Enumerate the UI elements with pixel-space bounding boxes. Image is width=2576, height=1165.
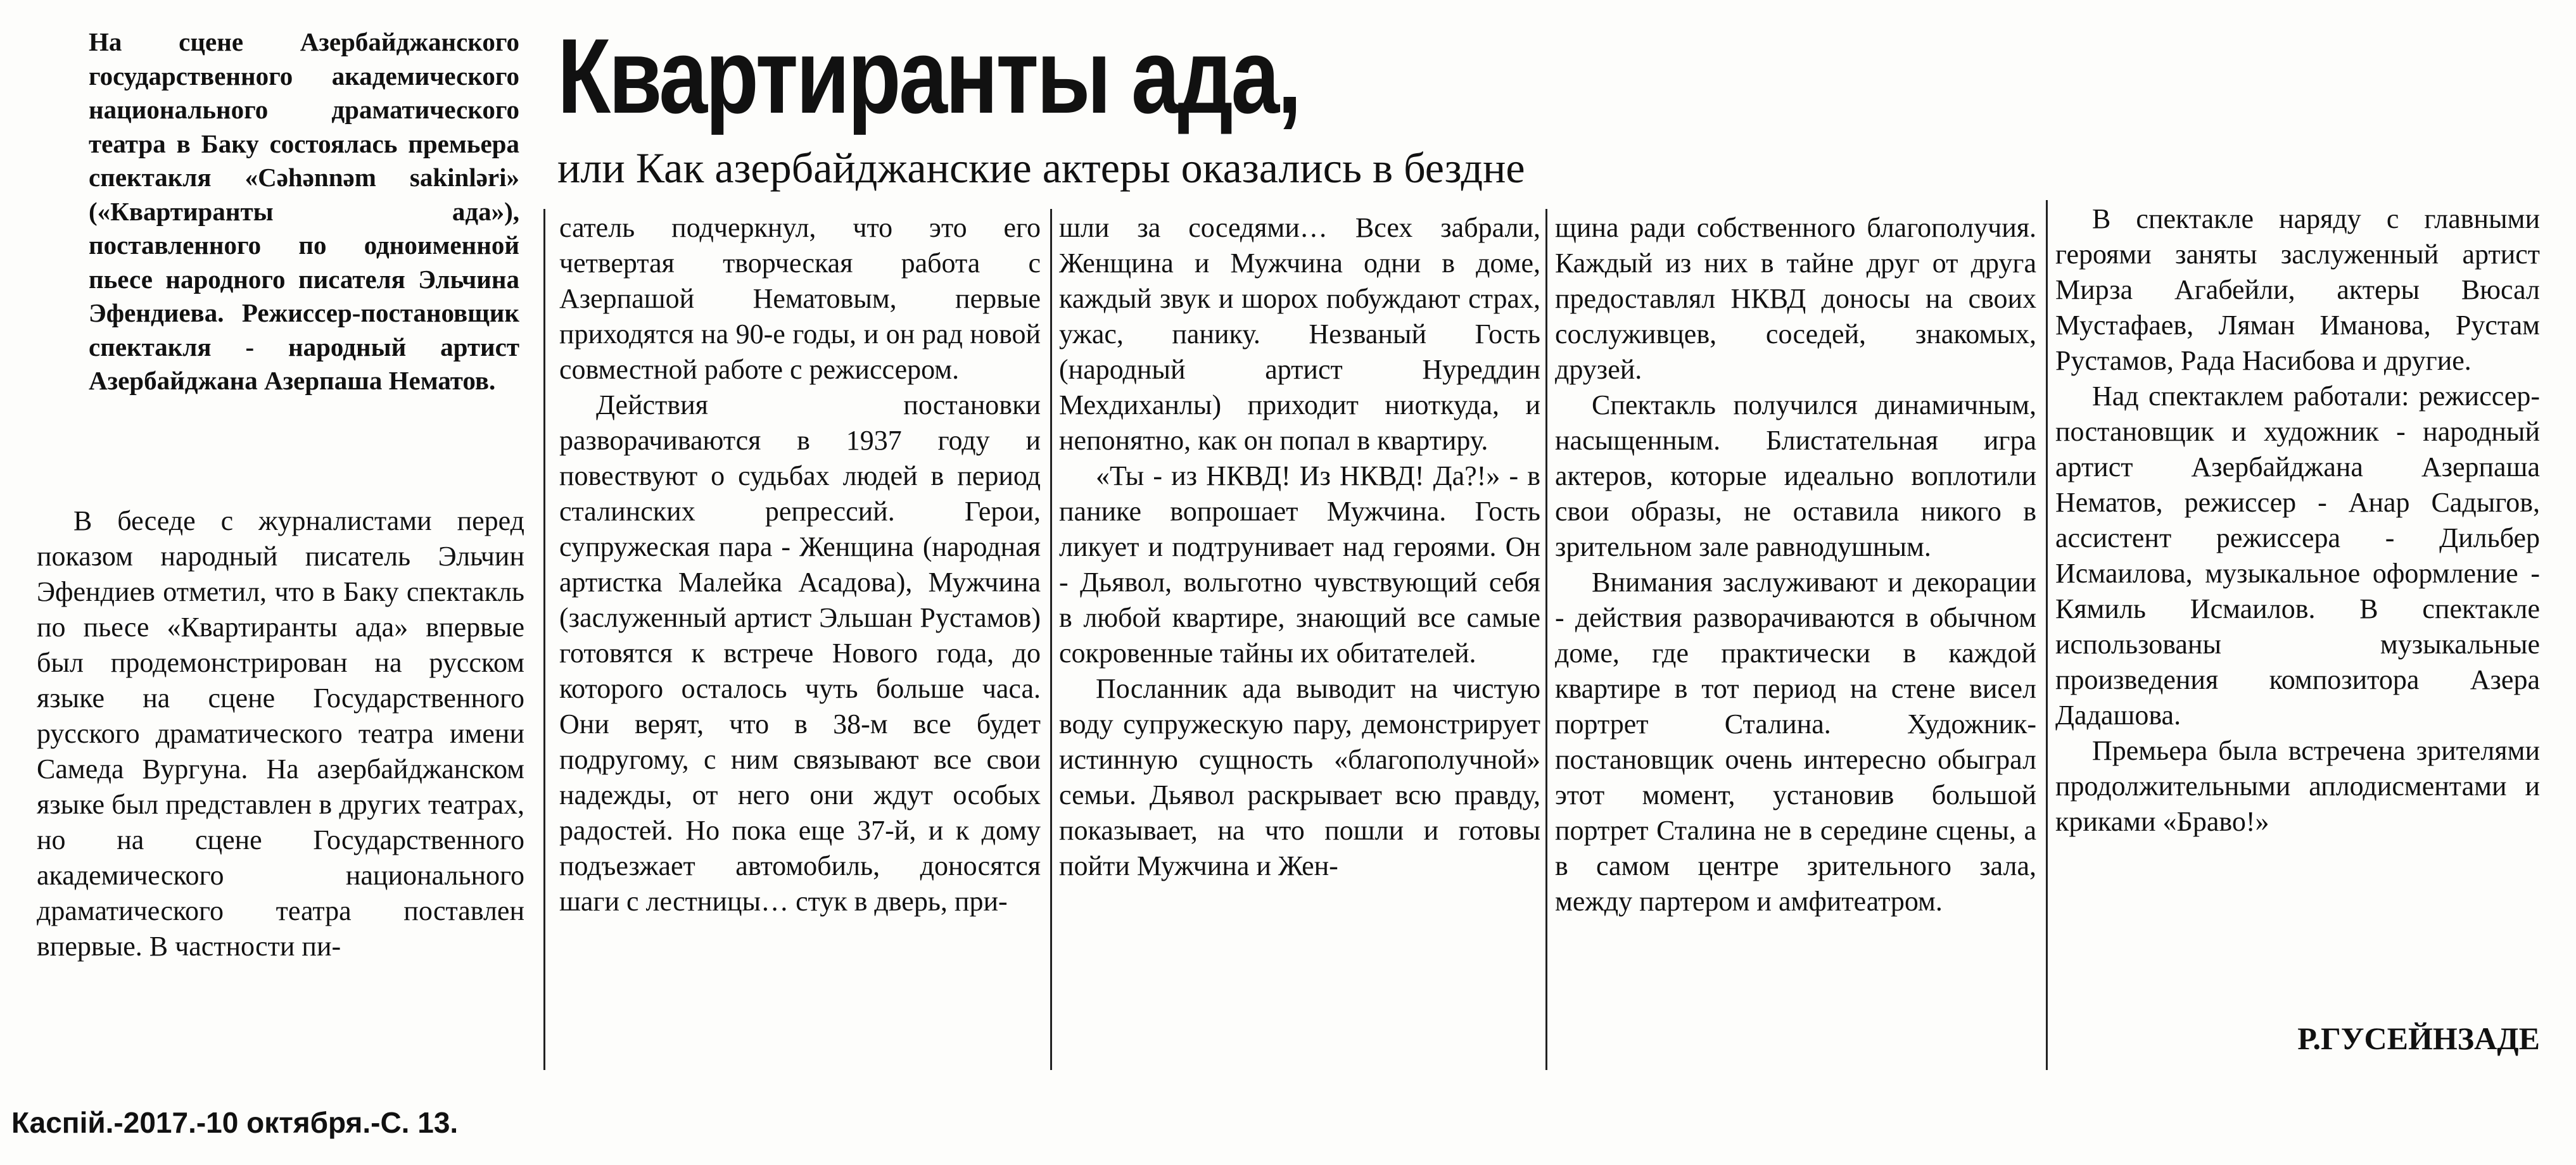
source-citation: Каспій.-2017.-10 октября.-С. 13. <box>11 1106 459 1139</box>
column-divider <box>1050 209 1052 1070</box>
paragraph: В спектакле наряду с главными героями заняты заслуженный артист Мирза Агабейли, актеры Вюсал Мустафаев, Ляман Иманова, Рустам Рустамов, Рада Насибова и другие. <box>2055 203 2540 376</box>
column-divider <box>2046 200 2048 1070</box>
article-column-1 <box>37 503 524 964</box>
author-signature: Р.ГУСЕЙНЗАДЕ <box>2297 1021 2540 1056</box>
column-divider <box>1545 209 1547 1070</box>
paragraph: «Ты - из НКВД! Из НКВД! Да?!» - в панике вопрошает Мужчина. Гость ликует и подтрунивает над героями. Он - Дьявол, вольготно чувствующий себя в любой квартире, знающий все самые сокровенные тайны их обитателей. <box>1059 460 1540 669</box>
paragraph: Премьера была встречена зрителями продолжительными аплодисментами и криками «Браво!» <box>2055 735 2540 837</box>
paragraph: Посланник ада выводит на чистую воду супружескую пару, демонстрирует истинную сущность «благополучной» семьи. Дьявол раскрывает всю правду, показывает, на что пошли и готовы пойти Мужчина и Жен- <box>1059 673 1540 881</box>
article-subheadline: или Как азербайджанские актеры оказались в бездне <box>557 144 1525 192</box>
paragraph: Внимания заслуживают и декорации - действия разворачиваются в обычном доме, где практически в каждой квартире в тот период на стене висел портрет Сталина. Художник-постановщик очень интересно обыграл этот момент, установив большой портрет Сталина не в середине сцены, а в самом центре зрительного зала, между партером и амфитеатром. <box>1555 567 2036 917</box>
article-column-5 <box>2055 201 2540 840</box>
column-divider <box>543 209 545 1070</box>
paragraph: щина ради собственного благополучия. Каждый из них в тайне друг от друга предоставлял НКВД доносы на своих сослуживцев, соседей, знакомых, друзей. <box>1555 212 2036 385</box>
paragraph: сатель подчеркнул, что это его четвертая творческая работа с Азерпашой Нематовым, первые приходятся на 90-е годы, и он рад новой совместной работе с режиссером. <box>559 212 1041 385</box>
paragraph: Над спектаклем работали: режиссер-постановщик и художник - народный артист Азербайджана Азерпаша Нематов, режиссер - Анар Садыгов, ассистент режиссера - Дильбер Исмаилова, музыкальное оформление - Кямиль Исмаилов. В спектакле использованы музыкальные произведения композитора Азера Дадашова. <box>2055 381 2540 731</box>
article-column-3 <box>1059 210 1540 884</box>
article-headline: Квартиранты ада, <box>557 16 1300 135</box>
article-column-4 <box>1555 210 2036 919</box>
paragraph: Действия постановки разворачиваются в 1937 году и повествуют о судьбах людей в период сталинских репрессий. Герои, супружеская пара - Женщина (народная артистка Малейка Асадова), Мужчина (заслуженный артист Эльшан Рустамов) готовятся к встрече Нового года, до которого осталось чуть больше часа. Они верят, что в 38-м все будет подругому, с ним связывают все свои надежды, от него они ждут особых радостей. Но пока еще 37-й, и к дому подъезжает автомобиль, доносятся шаги с лестницы… стук в дверь, при- <box>559 389 1041 917</box>
article-column-2 <box>559 210 1041 919</box>
paragraph: В беседе с журналистами перед показом народный писатель Эльчин Эфендиев отметил, что в Баку спектакль по пьесе «Квартиранты ада» впервые был продемонстрирован на русском языке на сцене Государственного русского драматического театра имени Самеда Вургуна. На азербайджанском языке был представлен в других театрах, но на сцене Государственного академического национального драматического театра поставлен впервые. В частности пи- <box>37 505 524 962</box>
paragraph: шли за соседями… Всех забрали, Женщина и Мужчина одни в доме, каждый звук и шорох побуждают страх, ужас, панику. Незваный Гость (народный артист Нуреддин Мехдиханлы) приходит ниоткуда, и непонятно, как он попал в квартиру. <box>1059 212 1540 456</box>
paragraph: Спектакль получился динамичным, насыщенным. Блистательная игра актеров, которые идеально воплотили свои образы, не оставила никого в зрительном зале равнодушным. <box>1555 389 2036 562</box>
article-lead: На сцене Азербайджанского государственного академического национального драматического театра в Баку состоялась премьера спектакля «Cəhənnəm sakinləri» («Квартиранты ада»), поставленного по одноименной пьесе народного писателя Эльчина Эфендиева. Режиссер-постановщик спектакля - народный артист Азербайджана Азерпаша Нематов. <box>89 27 519 395</box>
